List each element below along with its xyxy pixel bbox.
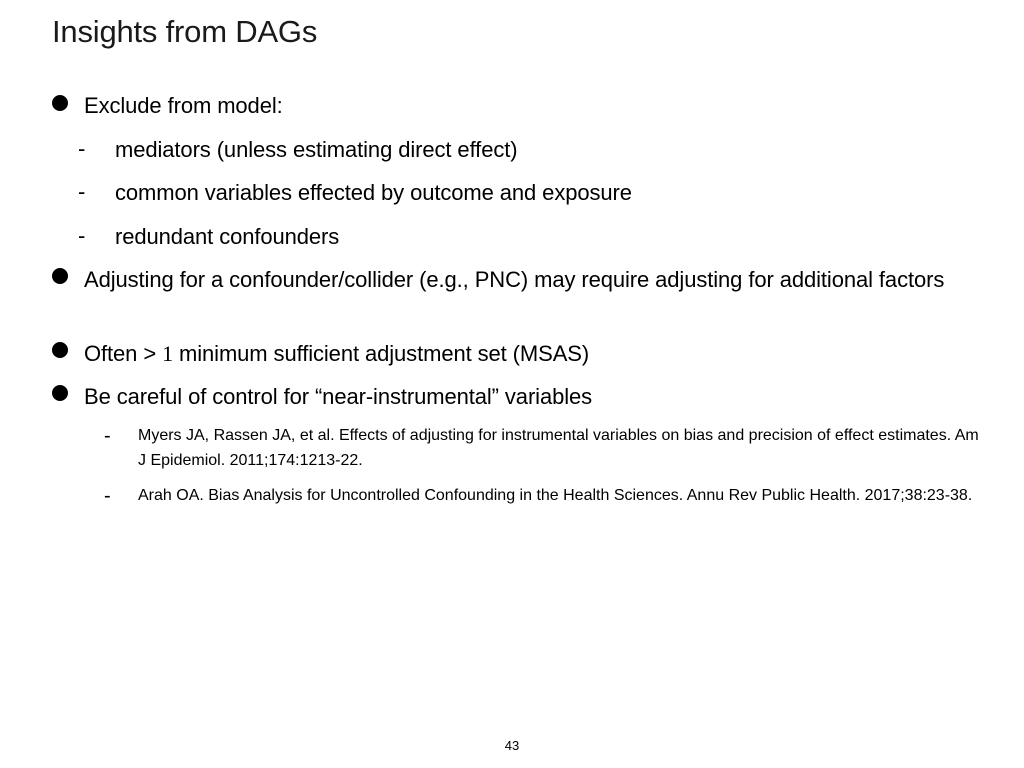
bullet-marker: [52, 342, 68, 358]
bullet-near-instrumental: Be careful of control for “near-instrumental” variables: [84, 384, 593, 409]
bullet-msas: [84, 338, 589, 369]
sub-bullet-mediators: mediators (unless estimating direct effect): [115, 137, 518, 162]
slide-title: Insights from DAGs: [52, 14, 318, 49]
reference-dash: -: [104, 425, 111, 447]
bullet-msas-suffix: minimum sufficient adjustment set (MSAS): [173, 341, 590, 366]
sub-bullet-redundant-confounders: redundant confounders: [115, 224, 340, 249]
bullet-marker: [52, 385, 68, 401]
bullet-marker: [52, 95, 68, 111]
bullet-msas-prefix: Often >: [84, 341, 163, 366]
reference-myers: Myers JA, Rassen JA, et al. Effects of adjusting for instrumental variables on bias and precision of effect estimates. Am J Epidemiol. 2011;174:1213-22.: [138, 427, 979, 469]
bullet-exclude-from-model: Exclude from model:: [84, 93, 283, 118]
sub-bullet-dash: -: [78, 136, 86, 161]
sub-bullet-dash: -: [78, 179, 86, 204]
bullet-adjusting-confounder: Adjusting for a confounder/collider (e.g., PNC) may require adjusting for additional factors: [84, 267, 945, 292]
sub-bullet-common-variables: common variables effected by outcome and exposure: [115, 180, 632, 205]
reference-dash: -: [104, 485, 111, 507]
page-number: 43: [504, 738, 520, 753]
reference-arah: Arah OA. Bias Analysis for Uncontrolled Confounding in the Health Sciences. Annu Rev Public Health. 2017;38:23-38.: [138, 487, 973, 504]
sub-bullet-dash: -: [78, 223, 86, 248]
bullet-marker: [52, 268, 68, 284]
bullet-msas-number: 1: [162, 341, 173, 366]
